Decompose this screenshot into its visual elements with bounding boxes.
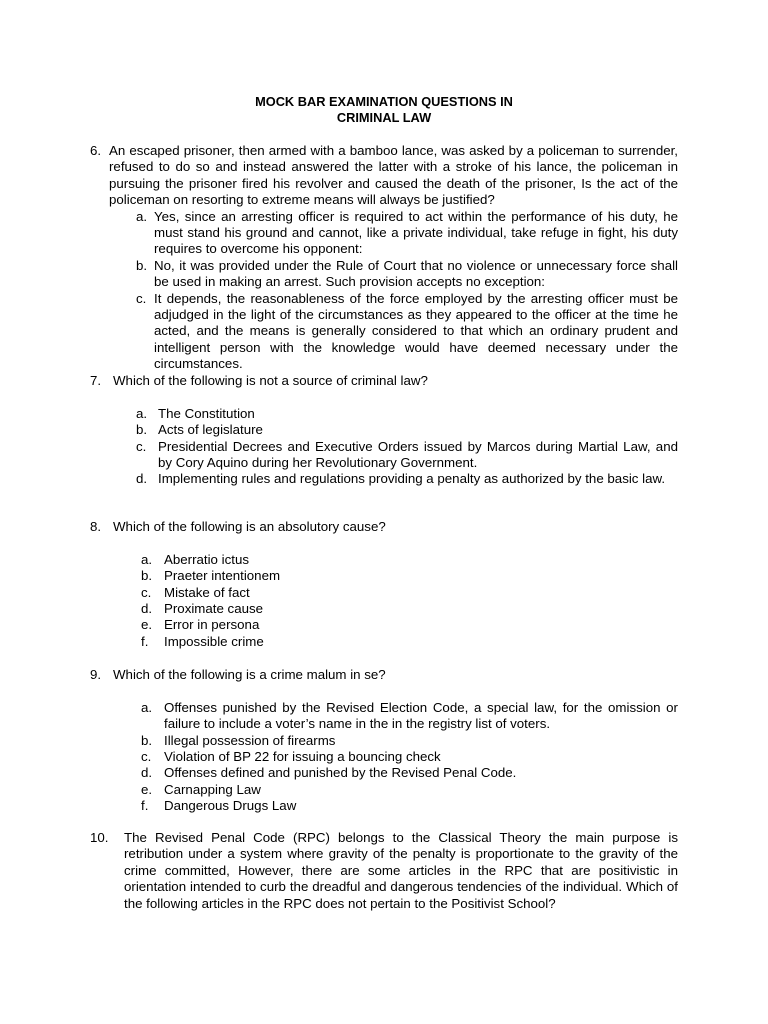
question-number: 9.: [90, 667, 102, 682]
option-text: Mistake of fact: [164, 584, 250, 600]
option-text: Proximate cause: [164, 601, 264, 617]
option-label: a.: [141, 551, 153, 567]
question-number: 10.: [90, 830, 109, 845]
option-e: [141, 782, 678, 798]
option-text: Yes, since an arresting officer is required to act within the performance of his duty, he must stand his ground and cannot, like a private individual, take refuge in fight, his duty requires to overcome his opponent:: [154, 208, 678, 257]
option-f: [141, 634, 678, 650]
title-line-1: MOCK BAR EXAMINATION QUESTIONS IN: [255, 94, 513, 109]
question-text: Which of the following is a crime malum in se?: [113, 667, 386, 682]
option-label: b.: [136, 422, 148, 438]
question-text: Which of the following is an absolutory cause?: [113, 519, 386, 534]
question-number: 7.: [90, 373, 102, 388]
option-text: The Constitution: [158, 405, 255, 421]
document-title: [0, 94, 768, 126]
option-c: [136, 291, 678, 373]
option-text: Implementing rules and regulations providing a penalty as authorized by the basic law.: [158, 471, 666, 487]
option-label: a.: [141, 699, 153, 715]
option-label: d.: [136, 471, 148, 487]
option-f: [141, 798, 678, 814]
option-text: Acts of legislature: [158, 422, 263, 438]
option-a: [136, 406, 678, 422]
option-text: Carnapping Law: [164, 781, 261, 797]
option-a: [141, 700, 678, 733]
option-a: [136, 209, 678, 258]
option-d: [141, 601, 678, 617]
option-text: Dangerous Drugs Law: [164, 798, 297, 814]
question-number: 6.: [90, 143, 102, 158]
option-e: [141, 617, 678, 633]
option-text: Offenses defined and punished by the Revised Penal Code.: [164, 765, 517, 781]
option-text: It depends, the reasonableness of the force employed by the arresting officer must be adjudged in the light of the circumstances as they appeared to the officer at the time he acted, and the means is generally considered to that which an ordinary prudent and intelligent person with the knowledge would have deemed necessary under the circumstances.: [154, 290, 678, 372]
option-c: [141, 585, 678, 601]
option-label: c.: [141, 749, 152, 765]
option-label: f.: [141, 633, 149, 649]
option-label: d.: [141, 601, 153, 617]
option-d: [141, 765, 678, 781]
option-text: Violation of BP 22 for issuing a bouncing check: [164, 749, 441, 765]
question-7: [90, 373, 678, 488]
option-d: [136, 471, 678, 487]
option-label: d.: [141, 765, 153, 781]
option-label: b.: [136, 257, 148, 273]
question-6-options: [136, 209, 678, 373]
question-9-options: [141, 700, 678, 815]
option-b: [136, 422, 678, 438]
option-label: c.: [136, 290, 147, 306]
option-a: [141, 552, 678, 568]
question-text: Which of the following is not a source of criminal law?: [113, 373, 428, 388]
option-label: f.: [141, 798, 149, 814]
option-label: e.: [141, 617, 153, 633]
question-8: [90, 519, 678, 650]
question-8-options: [141, 552, 678, 650]
option-text: Illegal possession of firearms: [164, 732, 336, 748]
option-c: [136, 439, 678, 472]
option-text: No, it was provided under the Rule of Court that no violence or unnecessary force shall be used in making an arrest. Such provision accepts no exception:: [154, 257, 678, 290]
option-label: e.: [141, 781, 153, 797]
question-7-options: [136, 406, 678, 488]
question-text: An escaped prisoner, then armed with a bamboo lance, was asked by a policeman to surrender, refused to do so and instead answered the latter with a stroke of his lance, the policeman in pursuing the prisoner fired his revolver and caused the death of the prisoner, Is the act of the policeman on resorting to extreme means will always be justified?: [109, 143, 678, 208]
option-label: c.: [141, 584, 152, 600]
question-text: The Revised Penal Code (RPC) belongs to the Classical Theory the main purpose is retribution under a system where gravity of the penalty is proportionate to the gravity of the crime committed, However, there are some articles in the RPC that are positivistic in orientation intended to curb the dreadful and dangerous tendencies of the individual. Which of the following articles in the RPC does not pertain to the Positivist School?: [124, 830, 678, 911]
option-b: [141, 568, 678, 584]
question-9: [90, 667, 678, 815]
option-text: Presidential Decrees and Executive Orders issued by Marcos during Martial Law, and by Cory Aquino during her Revolutionary Government.: [158, 438, 678, 471]
option-text: Error in persona: [164, 617, 260, 633]
option-label: a.: [136, 208, 148, 224]
option-label: b.: [141, 568, 153, 584]
title-line-2: CRIMINAL LAW: [336, 110, 432, 125]
option-c: [141, 749, 678, 765]
option-text: Aberratio ictus: [164, 551, 249, 567]
option-text: Offenses punished by the Revised Election Code, a special law, for the omission or failure to include a voter’s name in the in the registry list of voters.: [164, 699, 678, 732]
question-10: [90, 830, 678, 912]
question-number: 8.: [90, 519, 102, 534]
option-b: [136, 258, 678, 291]
option-label: b.: [141, 732, 153, 748]
option-b: [141, 733, 678, 749]
option-text: Impossible crime: [164, 633, 264, 649]
option-text: Praeter intentionem: [164, 568, 281, 584]
option-label: a.: [136, 405, 148, 421]
question-6: [90, 143, 678, 373]
option-label: c.: [136, 438, 147, 454]
